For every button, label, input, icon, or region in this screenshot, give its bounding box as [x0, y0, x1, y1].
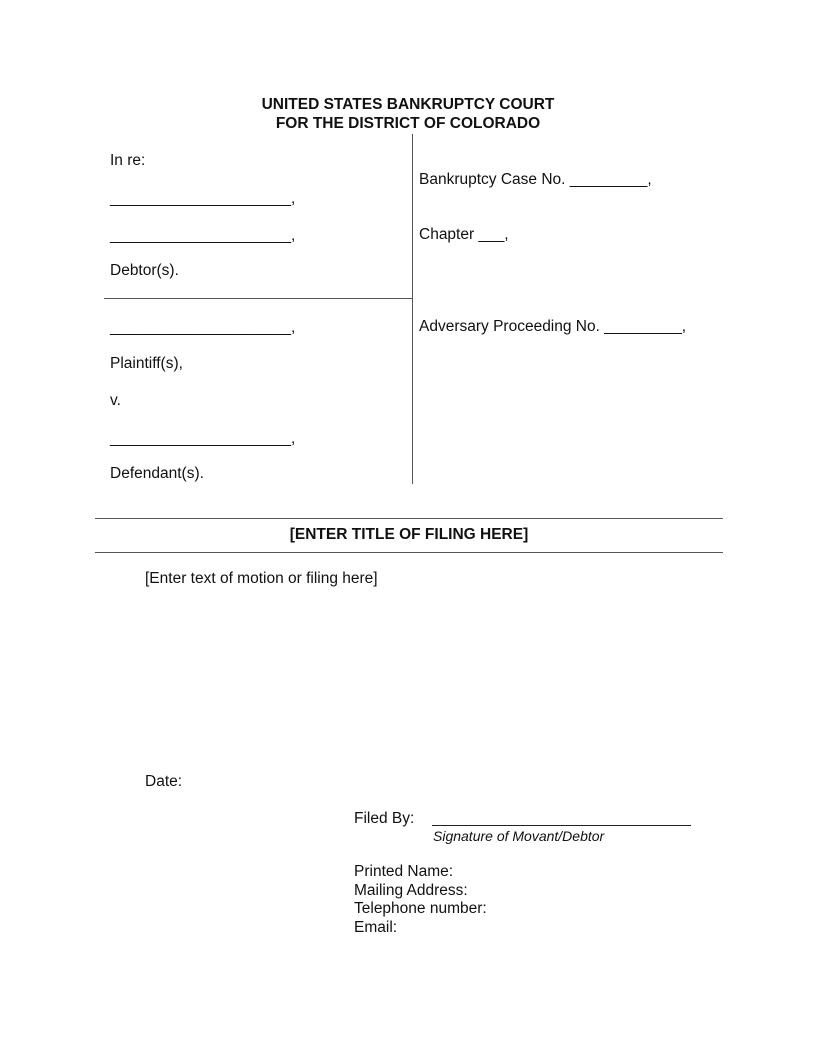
court-district: FOR THE DISTRICT OF COLORADO — [275, 115, 541, 132]
date-label: Date: — [145, 773, 183, 790]
signature-line[interactable] — [432, 825, 691, 826]
bankruptcy-case-number[interactable]: Bankruptcy Case No. _________, — [419, 171, 652, 188]
telephone-label: Telephone number: — [354, 900, 487, 917]
filed-by-label: Filed By: — [354, 810, 415, 827]
signature-caption: Signature of Movant/Debtor — [433, 828, 605, 844]
title-bottom-rule — [95, 552, 723, 553]
caption-vertical-divider — [412, 134, 413, 484]
title-top-rule — [95, 518, 723, 519]
filing-title[interactable]: [ENTER TITLE OF FILING HERE] — [289, 526, 529, 543]
defendants-label: Defendant(s). — [110, 465, 204, 482]
printed-name-label: Printed Name: — [354, 863, 454, 880]
chapter-number[interactable]: Chapter ___, — [419, 226, 509, 243]
adversary-proceeding-number[interactable]: Adversary Proceeding No. _________, — [419, 318, 687, 335]
defendant-name-blank[interactable]: _____________________, — [110, 430, 296, 447]
caption-horizontal-divider — [104, 298, 412, 299]
court-name: UNITED STATES BANKRUPTCY COURT — [261, 96, 555, 113]
versus-label: v. — [110, 392, 121, 409]
debtor-name-blank-1[interactable]: _____________________, — [110, 190, 296, 207]
email-label: Email: — [354, 919, 398, 936]
in-re-label: In re: — [110, 152, 146, 169]
plaintiff-name-blank[interactable]: _____________________, — [110, 319, 296, 336]
plaintiffs-label: Plaintiff(s), — [110, 355, 183, 372]
debtor-name-blank-2[interactable]: _____________________, — [110, 227, 296, 244]
filing-body-text[interactable]: [Enter text of motion or filing here] — [145, 570, 378, 587]
debtors-label: Debtor(s). — [110, 262, 179, 279]
mailing-address-label: Mailing Address: — [354, 882, 468, 899]
